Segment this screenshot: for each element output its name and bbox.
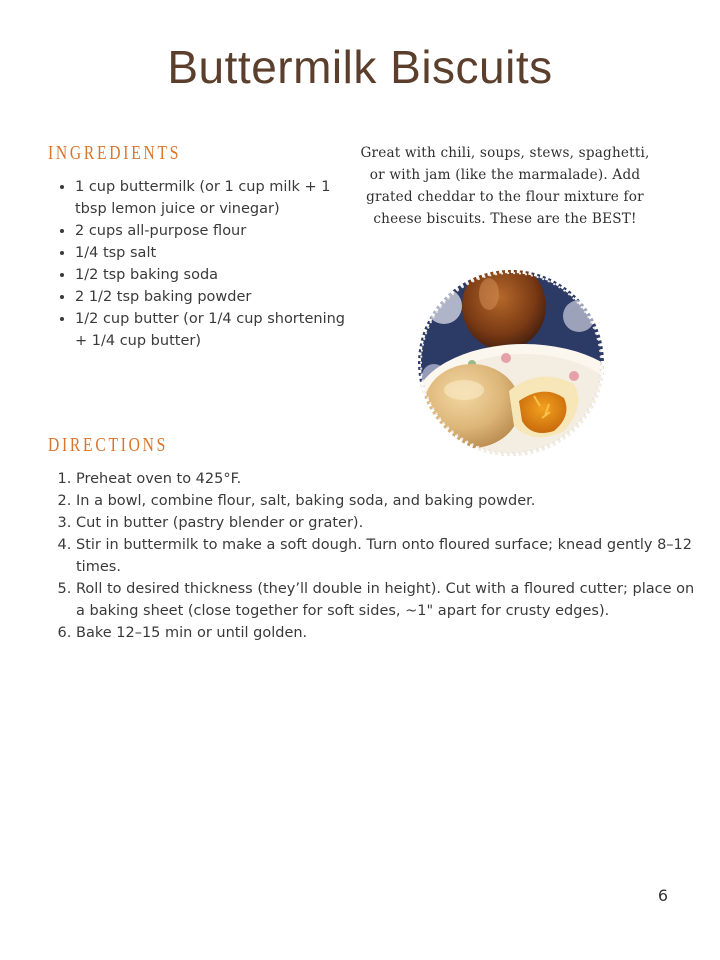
direction-step: 3. Cut in butter (pastry blender or grater). xyxy=(76,512,706,534)
serving-note: Great with chili, soups, stews, spaghetti, or with jam (like the marmalade). Add grated cheddar to the flour mixture for cheese biscuits. These are the BEST! xyxy=(360,145,650,227)
biscuit-photo xyxy=(414,266,608,460)
ingredients-heading: INGREDIENTS xyxy=(48,142,182,164)
ingredient-item: • 1/2 cup butter (or 1/4 cup shortening + 1/4 cup butter) xyxy=(75,308,345,352)
direction-step: 1. Preheat oven to 425°F. xyxy=(76,468,706,490)
ingredients-list xyxy=(55,176,345,352)
direction-step: 4. Stir in buttermilk to make a soft dough. Turn onto floured surface; knead gently 8–12 times. xyxy=(76,534,706,578)
ingredient-item: • 1/4 tsp salt xyxy=(75,242,345,264)
page-title: Buttermilk Biscuits xyxy=(167,41,553,93)
directions-list xyxy=(56,468,706,644)
page-number: 6 xyxy=(657,886,668,905)
direction-step: 6. Bake 12–15 min or until golden. xyxy=(76,622,706,644)
direction-step: 2. In a bowl, combine flour, salt, baking soda, and baking powder. xyxy=(76,490,706,512)
ingredient-item: • 2 cups all-purpose flour xyxy=(75,220,345,242)
directions-heading: DIRECTIONS xyxy=(48,434,169,456)
ingredient-item: • 1 cup buttermilk (or 1 cup milk + 1 tbsp lemon juice or vinegar) xyxy=(75,176,345,220)
direction-step: 5. Roll to desired thickness (they’ll double in height). Cut with a floured cutter; place on a baking sheet (close together for soft sides, ~1" apart for crusty edges). xyxy=(76,578,706,622)
ingredient-item: • 2 1/2 tsp baking powder xyxy=(75,286,345,308)
ingredient-item: • 1/2 tsp baking soda xyxy=(75,264,345,286)
